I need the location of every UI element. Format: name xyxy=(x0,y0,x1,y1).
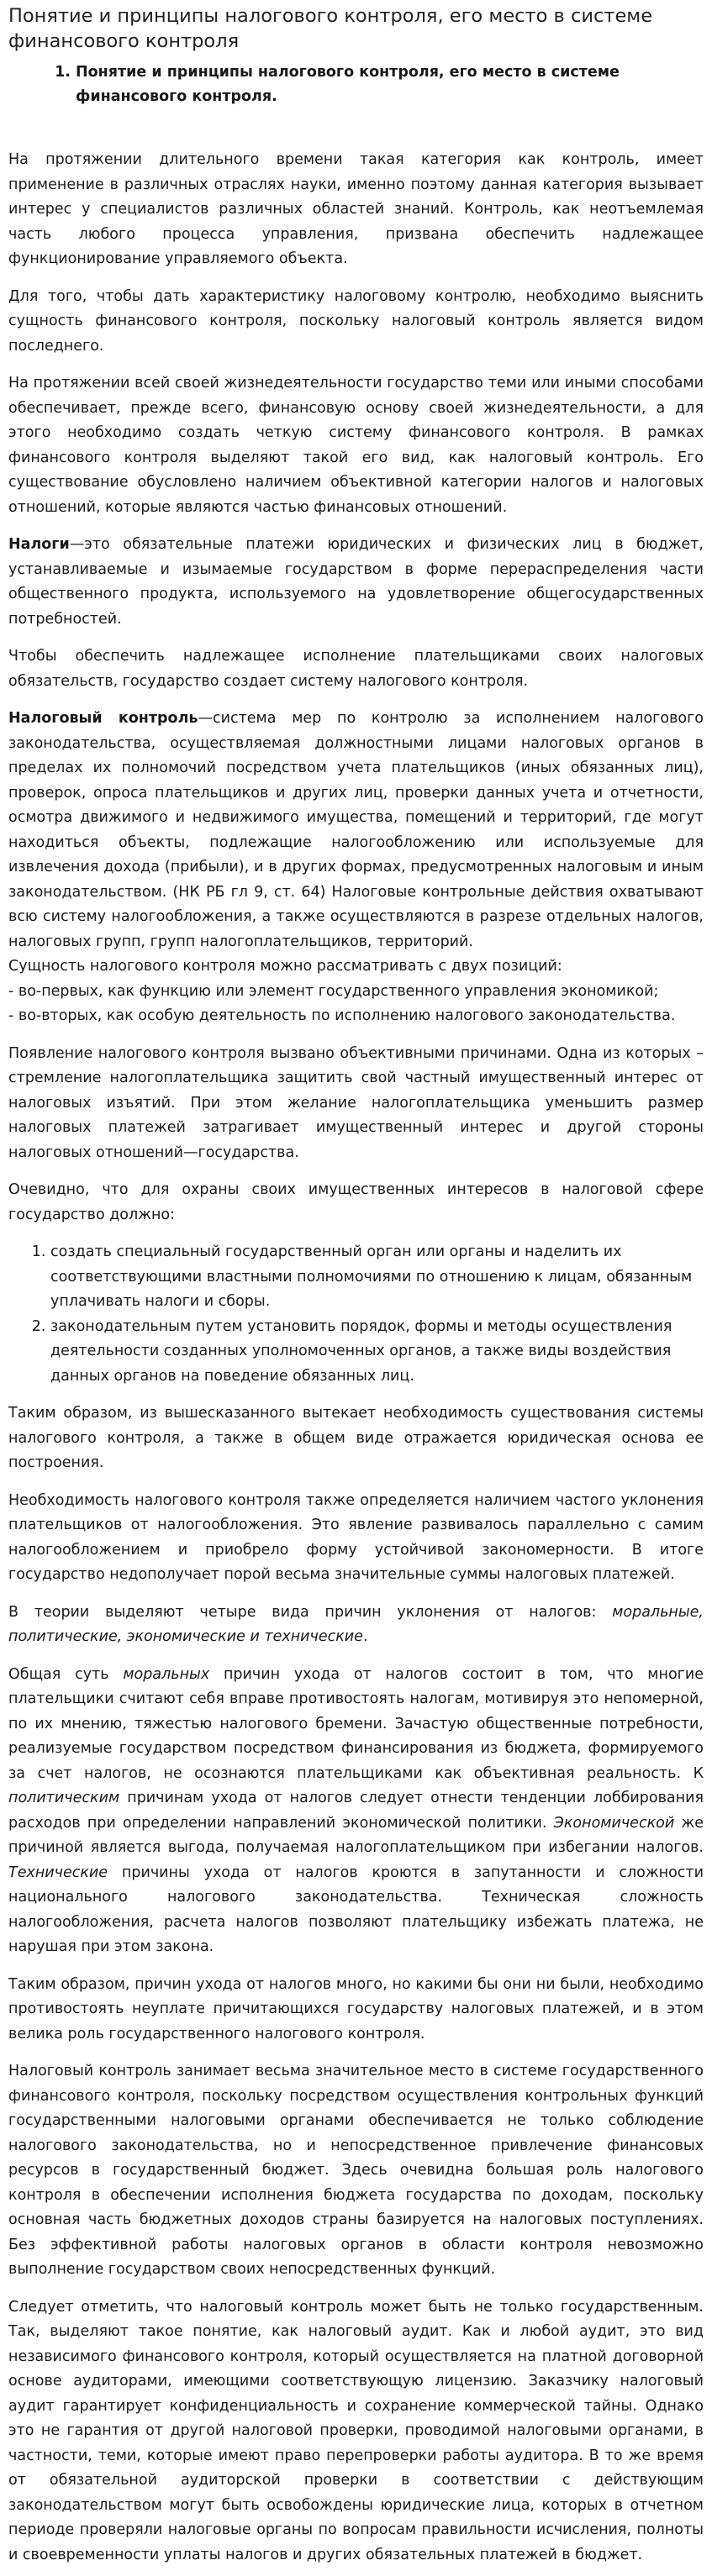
essence-position-1: - во-первых, как функцию или элемент государственного управления экономикой; xyxy=(8,982,659,1000)
paragraph-evasion-types xyxy=(8,1601,704,1650)
paragraph-financial-control: Для того, чтобы дать характеристику налоговому контролю, необходимо выяснить сущность финансового контроля, поскольку налоговый контроль является видом последнего. xyxy=(8,287,704,355)
paragraph-tax-control-role: Налоговый контроль занимает весьма значительное место в системе государственного финансового контроля, поскольку посредством осуществления контрольных функций государственными налоговыми органами обеспечивается не только соблюдение налогового законодательства, но и непосредственное привлечение финансовых ресурсов в государственный бюджет. Здесь очевидна большая роль налогового контроля в обеспечении исполнения бюджета государства по доходам, поскольку основная часть бюджетных доходов страны базируется на налоговых поступлениях. Без эффективной работы налоговых органов в области контроля невозможно выполнение государством своих непосредственных функций. xyxy=(8,2063,704,2278)
paragraph-state-activity: На протяжении всей своей жизнедеятельности государство теми или иными способами обеспечивает, прежде всего, финансовую основу своей жизнедеятельности, а для этого необходимо создать четкую систему финансового контроля. В рамках финансового контроля выделяют такой его вид, как налоговый контроль. Его существование обусловлено наличием объективной категории налогов и налоговых отношений, которые являются частью финансовых отношений. xyxy=(8,375,704,516)
paragraph-conclusion-2: Таким образом, причин ухода от налогов много, но какими бы они ни были, необходимо противостоять неуплате причитающихся государству налоговых платежей, и в этом велика роль государственного налогового контроля. xyxy=(8,1975,704,2042)
essence-position-2: - во-вторых, как особую деятельность по исполнению налогового законодательства. xyxy=(8,1007,676,1024)
document-title: Понятие и принципы налогового контроля, его место в системе финансового контроля xyxy=(8,5,653,52)
causes-text-g: же причиной является выгода, получаемая налогоплательщиком при избегании налогов. xyxy=(8,1814,704,1856)
causes-text-a: Общая суть xyxy=(8,1665,124,1683)
evasion-types-list: моральные, политические, экономические и технические xyxy=(8,1603,704,1645)
evasion-types-text: В теории выделяют четыре вида причин уклонения от налогов: xyxy=(8,1603,613,1621)
taxes-definition-text: —это обязательные платежи юридических и физических лиц в бюджет, устанавливаемые и изымаемые государством в форме перераспределения части общественного продукта, используемого на удовлетворение общегосударственных потребностей. xyxy=(8,536,704,628)
evasion-types-end: . xyxy=(362,1628,368,1645)
paragraph-control-intro: На протяжении длительного времени такая категория как контроль, имеет применение в различных отраслях науки, именно поэтому данная категория вызывает интерес у специалистов различных областей знаний. Контроль, как неотъемлемая часть любого процесса управления, призвана обеспечить надлежащее функционирование управляемого объекта. xyxy=(8,151,704,267)
paragraph-ensure-obligations: Чтобы обеспечить надлежащее исполнение плательщиками своих налоговых обязательств, государство создает систему налогового контроля. xyxy=(8,648,704,690)
paragraph-taxes-definition xyxy=(8,533,704,632)
list-item: 1. создать специальный государственный орган или органы и наделить их соответствующими властными полномочиями по отношению к лицам, обязанным уплачивать налоги и сборы. xyxy=(50,1240,704,1315)
paragraph-evasion-causes xyxy=(8,1663,704,1960)
paragraph-tax-audit: Следует отметить, что налоговый контроль может быть не только государственным. Так, выделяют такое понятие, как налоговый аудит. Как и любой аудит, это вид независимого финансового контроля, который осуществляется на платной договорной основе аудиторами, имеющими соответствующую лицензию. Заказчику налоговый аудит гарантирует конфиденциальность и сохранение коммерческой тайны. Однако это не гарантия от другой налоговой проверки, проводимой налоговыми органами, в частности, теми, которые имеют право перепроверки работы аудитора. В то же время от обязательной аудиторской проверки в соответствии с действующим законодательством могут быть освобождены юридические лица, которых в отчетном периоде проверяли налоговые органы по вопросам правильности исчисления, полноты и своевременности уплаты налогов и других обязательных платежей в бюджет. xyxy=(8,2298,704,2563)
term-taxes: Налоги xyxy=(8,536,70,553)
causes-economic: Экономической xyxy=(553,1814,675,1832)
state-duties-list xyxy=(8,1240,704,1389)
paragraph-tax-control-definition xyxy=(8,707,704,954)
causes-text-c: причин ухода от налогов состоит в том, что многие плательщики считают себя вправе противостоять налогам, мотивируя это непомерной, по их мнению, тяжестью налогового бремени. Зачастую общественные потребности, реализуемые государством посредством финансирования из бюджета, формируемого за счет налогов, не осознаются плательщиками как объективная реальность. К xyxy=(8,1665,704,1782)
paragraph-conclusion-1: Таким образом, из вышесказанного вытекает необходимость существования системы налогового контроля, а также в общем виде отражается юридическая основа ее построения. xyxy=(8,1405,704,1471)
causes-technical: Технические xyxy=(8,1864,108,1881)
toc-item: 1. Понятие и принципы налогового контроля, его место в системе финансового контроля. xyxy=(76,60,704,109)
paragraph-tax-evasion: Необходимость налогового контроля также определяется наличием частого уклонения плательщиков от налогообложения. Это явление развивалось параллельно с самим налогообложением и приобрело форму устойчивой закономерности. В итоге государство недополучает порой весьма значительные суммы налоговых платежей. xyxy=(8,1491,704,1583)
essence-positions xyxy=(8,954,704,1029)
toc-list xyxy=(8,60,704,109)
tax-control-definition-text: —система мер по контролю за исполнением налогового законодательства, осуществляемая должностными лицами налоговых органов в пределах их полномочий посредством учета плательщиков (иных обязанных лиц), проверок, опроса плательщиков и других лиц, проверки данных учета и отчетности, осмотра движимого и недвижимого имущества, помещений и территорий, где могут находиться объекты, подлежащие налогообложению или используемые для извлечения дохода (прибыли), и в других формах, предусмотренных налоговым и иным законодательством. (НК РБ гл 9, ст. 64) Налоговые контрольные действия охватывают всю систему налогообложения, а также осуществляются в разрезе отдельных налогов, налоговых групп, групп налогоплательщиков, территорий. xyxy=(8,710,704,950)
causes-text-i: причины ухода от налогов кроются в запутанности и сложности национального налогового законодательства. Техническая сложность налогообложения, расчета налогов позволяют плательщику избежать платежа, не нарушая при этом закона. xyxy=(8,1864,704,1955)
paragraph-emergence-reasons: Появление налогового контроля вызвано объективными причинами. Одна из которых – стремление налогоплательщика защитить свой частный имущественный интерес от налоговых изъятий. При этом желание налогоплательщика уменьшить размер налоговых платежей затрагивает имущественный интерес и другой стороны налоговых отношений—государства. xyxy=(8,1044,704,1161)
term-tax-control: Налоговый контроль xyxy=(8,710,198,727)
causes-moral: моральных xyxy=(123,1665,210,1683)
list-item: 2. законодательным путем установить порядок, формы и методы осуществления деятельности созданных уполномоченных органов, а также виды воздействия данных органов на поведение обязанных лиц. xyxy=(50,1315,704,1390)
causes-text-e: причинам ухода от налогов следует отнести тенденции лоббирования расходов при определении направлений экономической политики. xyxy=(8,1790,704,1832)
causes-political: политическим xyxy=(8,1790,120,1806)
paragraph-state-must: Очевидно, что для охраны своих имущественных интересов в налоговой сфере государство должно: xyxy=(8,1181,704,1223)
essence-heading: Сущность налогового контроля можно рассматривать с двух позиций: xyxy=(8,958,562,975)
